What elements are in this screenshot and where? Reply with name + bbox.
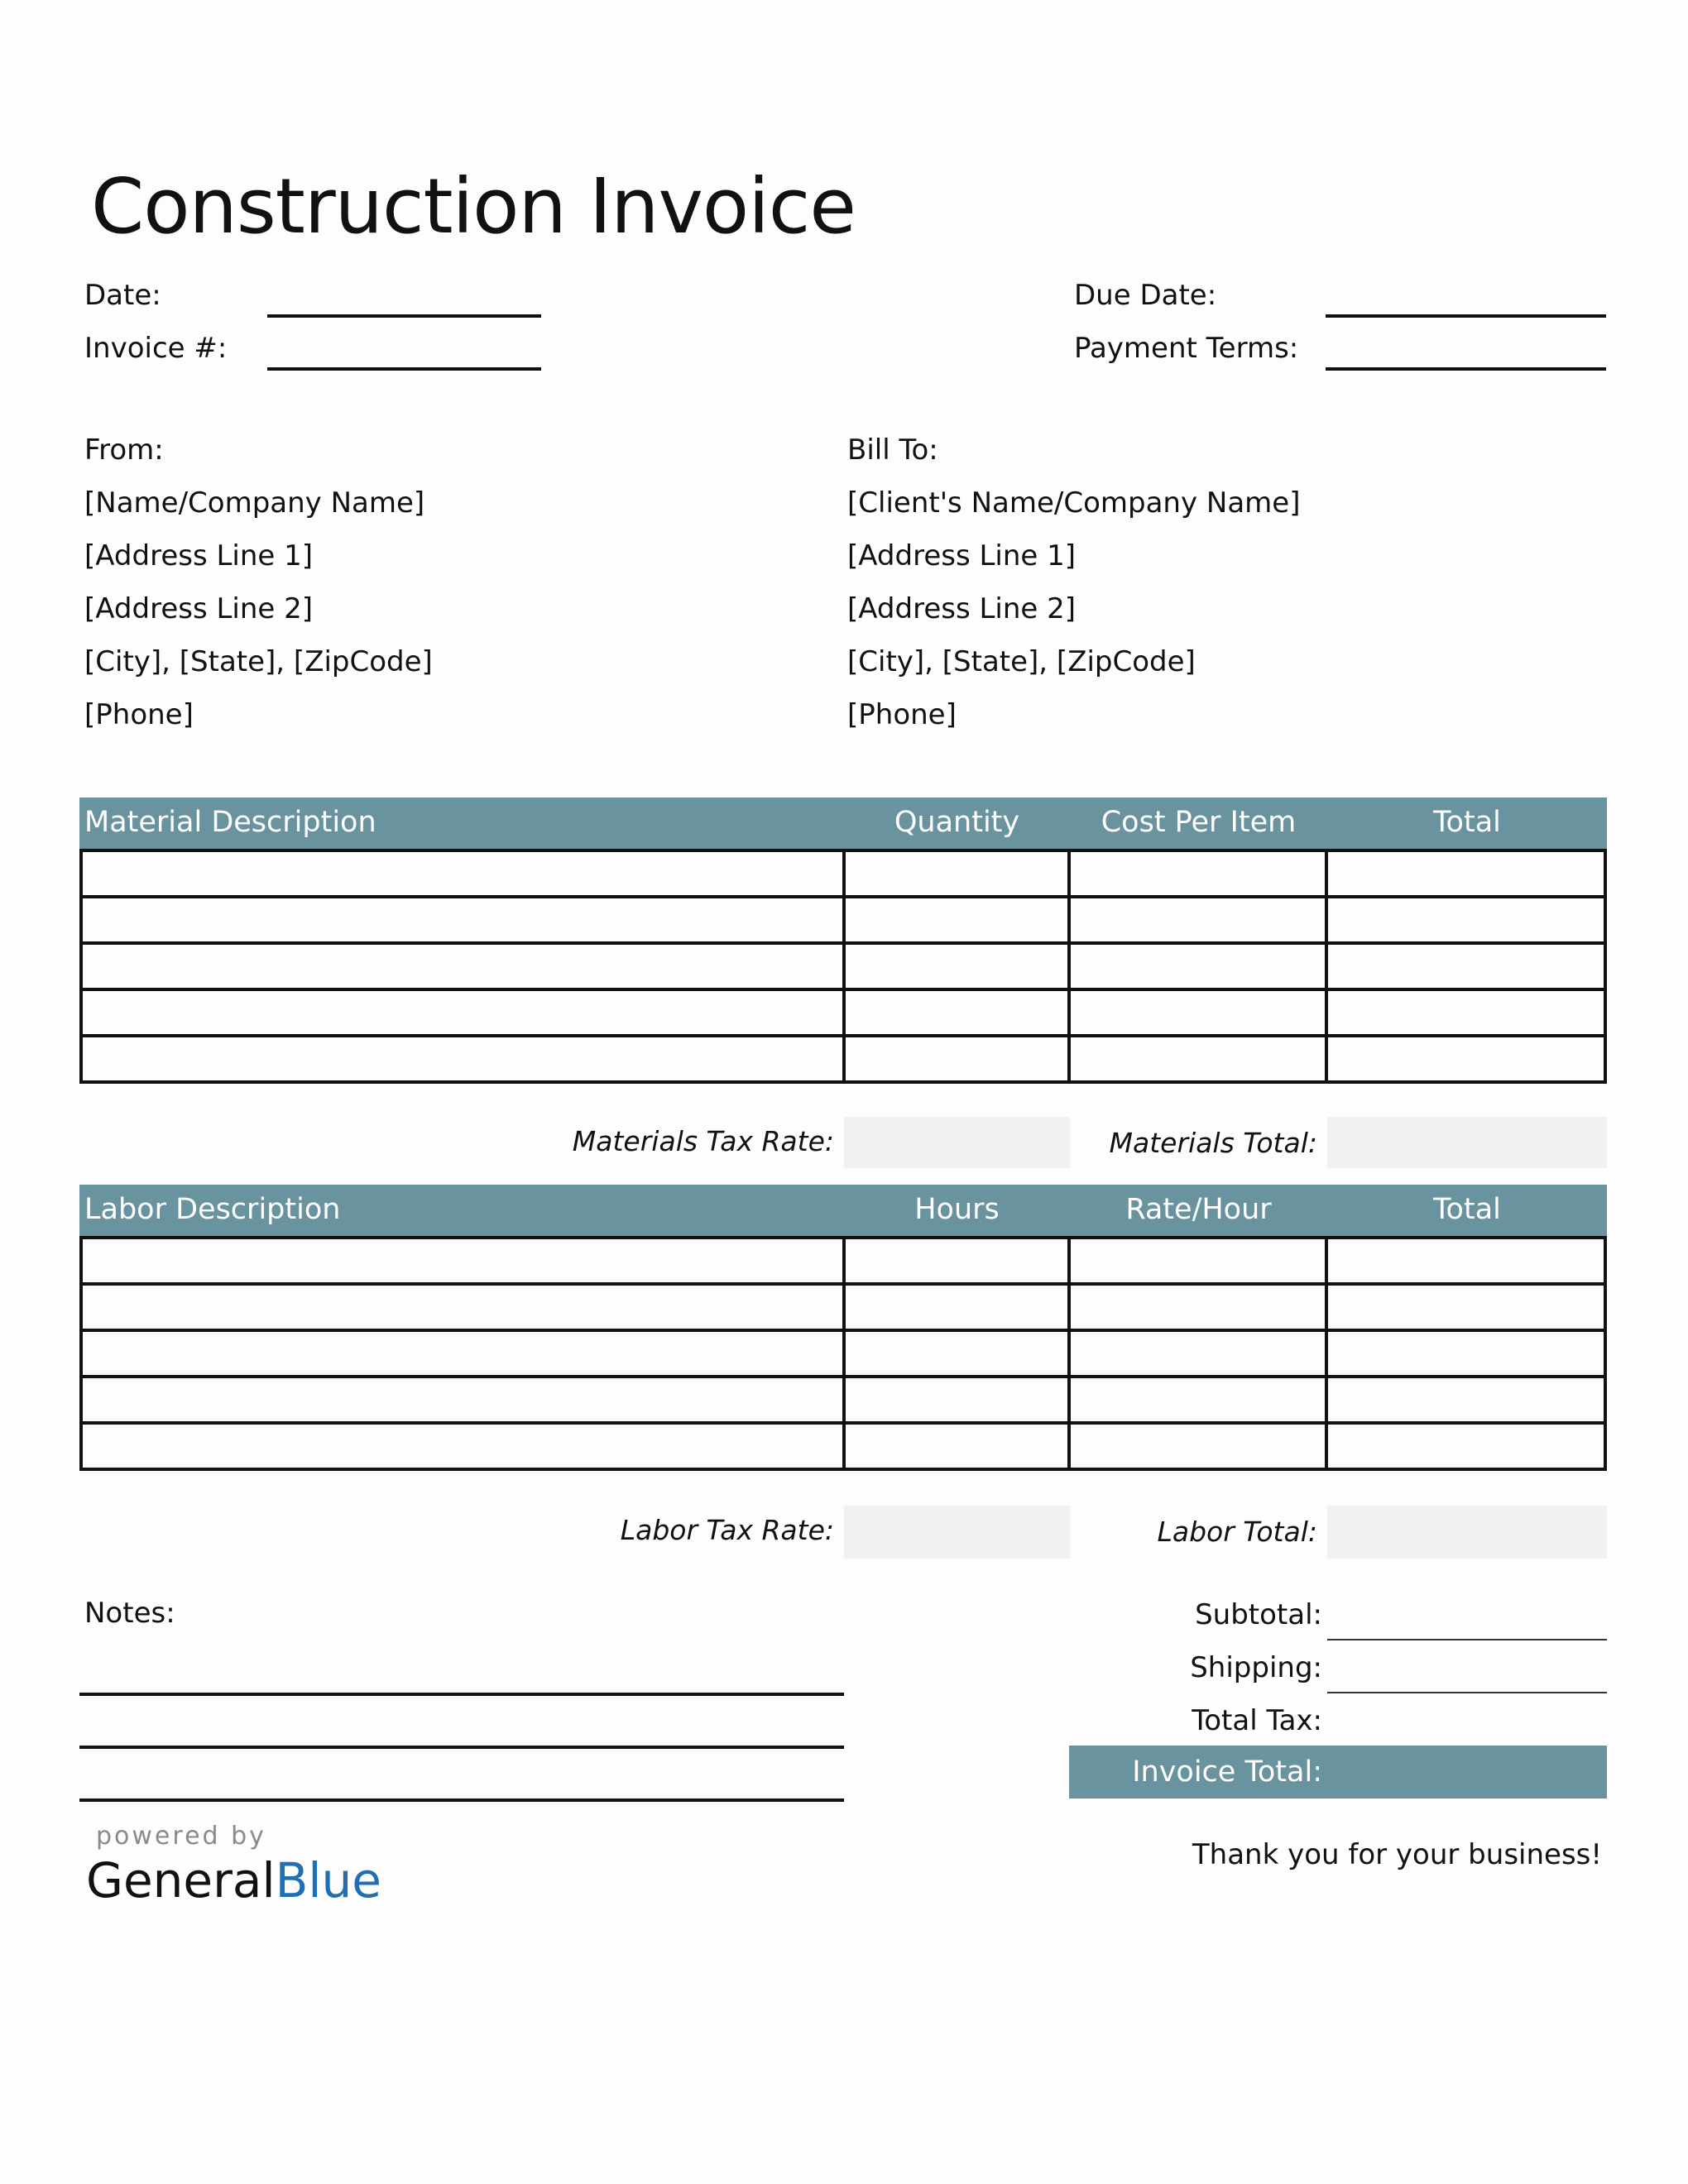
hours-cell[interactable] — [844, 1284, 1069, 1330]
brand-name-blue: Blue — [275, 1852, 381, 1909]
bill-to-city-state-zip: [City], [State], [ZipCode] — [847, 645, 1196, 678]
subtotal-label: Subtotal: — [1195, 1598, 1322, 1631]
labor-total-cell[interactable] — [1326, 1423, 1605, 1469]
materials-header — [79, 797, 1607, 849]
material-description-cell[interactable] — [81, 943, 844, 989]
bill-to-phone: [Phone] — [847, 698, 957, 731]
table-row — [81, 1423, 1605, 1469]
invoice-number-label: Invoice #: — [84, 332, 228, 365]
labor-header — [79, 1185, 1607, 1236]
due-date-field[interactable] — [1326, 314, 1606, 318]
labor-tax-rate-label: Labor Tax Rate: — [620, 1514, 834, 1546]
hours-cell[interactable] — [844, 1238, 1069, 1284]
labor-total-cell[interactable] — [1326, 1238, 1605, 1284]
total-tax-label: Total Tax: — [1192, 1704, 1322, 1737]
from-city-state-zip: [City], [State], [ZipCode] — [84, 645, 433, 678]
payment-terms-field[interactable] — [1326, 367, 1606, 371]
material-total-cell[interactable] — [1326, 989, 1605, 1036]
labor-total-cell[interactable] — [1326, 1284, 1605, 1330]
cost-per-item-cell[interactable] — [1069, 1036, 1326, 1082]
material-description-cell[interactable] — [81, 989, 844, 1036]
quantity-header: Quantity — [894, 806, 1020, 839]
labor-description-cell[interactable] — [81, 1330, 844, 1377]
material-description-cell[interactable] — [81, 1036, 844, 1082]
quantity-cell[interactable] — [844, 1036, 1069, 1082]
from-address-1: [Address Line 1] — [84, 539, 314, 572]
labor-description-cell[interactable] — [81, 1238, 844, 1284]
materials-total-field[interactable] — [1327, 1117, 1607, 1168]
bill-to-block — [847, 432, 1300, 750]
cost-per-item-cell[interactable] — [1069, 897, 1326, 943]
from-block — [84, 432, 433, 750]
materials-tax-rate-field[interactable] — [844, 1117, 1070, 1168]
table-row — [81, 989, 1605, 1036]
material-total-cell[interactable] — [1326, 897, 1605, 943]
general-blue-logo[interactable] — [86, 1851, 381, 1909]
notes-line-3[interactable] — [79, 1798, 844, 1802]
bill-to-name: [Client's Name/Company Name] — [847, 486, 1301, 520]
from-phone: [Phone] — [84, 698, 194, 731]
labor-description-cell[interactable] — [81, 1377, 844, 1423]
subtotal-field[interactable] — [1327, 1639, 1607, 1640]
bill-to-heading: Bill To: — [847, 433, 938, 467]
thank-you-message: Thank you for your business! — [1192, 1838, 1602, 1871]
date-label: Date: — [84, 279, 161, 312]
rate-per-hour-cell[interactable] — [1069, 1284, 1326, 1330]
hours-header: Hours — [914, 1193, 1000, 1226]
shipping-field[interactable] — [1327, 1692, 1607, 1693]
rate-per-hour-header: Rate/Hour — [1125, 1193, 1272, 1226]
materials-table — [79, 849, 1607, 1084]
labor-total-header: Total — [1433, 1193, 1501, 1226]
rate-per-hour-cell[interactable] — [1069, 1238, 1326, 1284]
labor-description-cell[interactable] — [81, 1423, 844, 1469]
hours-cell[interactable] — [844, 1423, 1069, 1469]
table-row — [81, 897, 1605, 943]
quantity-cell[interactable] — [844, 989, 1069, 1036]
bill-to-address-1: [Address Line 1] — [847, 539, 1077, 572]
date-field[interactable] — [267, 314, 541, 318]
due-date-label: Due Date: — [1074, 279, 1217, 312]
brand-name-general: General — [86, 1852, 276, 1909]
table-row — [81, 1284, 1605, 1330]
cost-per-item-cell[interactable] — [1069, 989, 1326, 1036]
bill-to-address-2: [Address Line 2] — [847, 592, 1077, 625]
quantity-cell[interactable] — [844, 943, 1069, 989]
quantity-cell[interactable] — [844, 850, 1069, 897]
table-row — [81, 1036, 1605, 1082]
material-description-header: Material Description — [84, 806, 376, 839]
table-row — [81, 1377, 1605, 1423]
hours-cell[interactable] — [844, 1377, 1069, 1423]
materials-tax-rate-label: Materials Tax Rate: — [572, 1125, 834, 1157]
materials-total-label: Materials Total: — [1109, 1127, 1317, 1159]
labor-description-cell[interactable] — [81, 1284, 844, 1330]
invoice-number-field[interactable] — [267, 367, 541, 371]
invoice-total-bar — [1069, 1746, 1607, 1798]
rate-per-hour-cell[interactable] — [1069, 1423, 1326, 1469]
labor-tax-rate-field[interactable] — [844, 1506, 1070, 1559]
labor-description-header: Labor Description — [84, 1193, 341, 1226]
labor-table — [79, 1236, 1607, 1471]
invoice-total-label: Invoice Total: — [1132, 1755, 1322, 1789]
table-row — [81, 850, 1605, 897]
notes-line-2[interactable] — [79, 1746, 844, 1749]
hours-cell[interactable] — [844, 1330, 1069, 1377]
material-description-cell[interactable] — [81, 897, 844, 943]
material-total-cell[interactable] — [1326, 943, 1605, 989]
shipping-label: Shipping: — [1190, 1651, 1322, 1684]
cost-per-item-header: Cost Per Item — [1101, 806, 1297, 839]
powered-by-text: powered by — [96, 1822, 266, 1851]
labor-total-cell[interactable] — [1326, 1330, 1605, 1377]
cost-per-item-cell[interactable] — [1069, 943, 1326, 989]
material-total-cell[interactable] — [1326, 850, 1605, 897]
invoice-title: Construction Invoice — [91, 162, 856, 251]
table-row — [81, 1238, 1605, 1284]
rate-per-hour-cell[interactable] — [1069, 1377, 1326, 1423]
labor-total-label: Labor Total: — [1157, 1516, 1317, 1548]
cost-per-item-cell[interactable] — [1069, 850, 1326, 897]
labor-total-cell[interactable] — [1326, 1377, 1605, 1423]
total-tax-field[interactable] — [1327, 1703, 1607, 1744]
labor-total-field[interactable] — [1327, 1506, 1607, 1559]
material-total-header: Total — [1433, 806, 1501, 839]
from-name: [Name/Company Name] — [84, 486, 425, 520]
material-total-cell[interactable] — [1326, 1036, 1605, 1082]
rate-per-hour-cell[interactable] — [1069, 1330, 1326, 1377]
from-heading: From: — [84, 433, 164, 467]
quantity-cell[interactable] — [844, 897, 1069, 943]
table-row — [81, 1330, 1605, 1377]
material-description-cell[interactable] — [81, 850, 844, 897]
table-row — [81, 943, 1605, 989]
notes-label: Notes: — [84, 1597, 175, 1630]
payment-terms-label: Payment Terms: — [1074, 332, 1299, 365]
notes-line-1[interactable] — [79, 1693, 844, 1696]
from-address-2: [Address Line 2] — [84, 592, 314, 625]
